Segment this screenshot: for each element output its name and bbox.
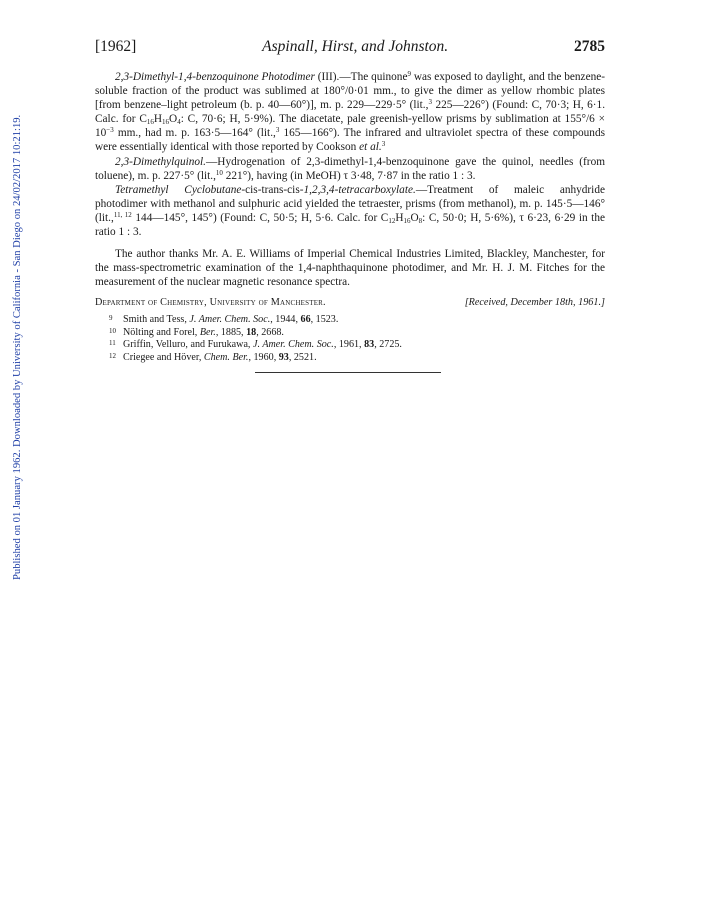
article-body <box>95 70 605 289</box>
header-authors: Aspinall, Hirst, and Johnston. <box>262 38 449 55</box>
journal-page <box>95 38 605 364</box>
header-page-number: 2785 <box>574 38 605 55</box>
publication-stamp: Published on 01 January 1962. Downloaded by University of California - San Diego on 24/02/2017 10:21:19. <box>12 114 23 580</box>
running-header <box>95 38 605 56</box>
reference-item: 10 Nölting and Forel, Ber., 1885, 18, 2668. <box>109 326 284 338</box>
reference-item: 12 Criegee and Höver, Chem. Ber., 1960, 93, 2521. <box>109 351 317 363</box>
reference-item: 11 Griffin, Velluro, and Furukawa, J. Amer. Chem. Soc., 1961, 83, 2725. <box>109 339 402 351</box>
paragraph-quinone-photodimer: 2,3-Dimethyl-1,4-benzoquinone Photodimer (III).—The quinone$^9$ was exposed to daylight, and the benzene-soluble fraction of the product was sublimed at 180°/0·01 mm., to give the dimer as yellow rhombic plates [from benzene–light petroleum (b. p. 40—60°)], m. p. 229—229·5° (lit.,$^3$ 225—226°) (Found: C, 70·3; H, 6·1. Calc. for $C_{16}H_{16}O_4$: C, 70·6; H, 5·9%). The diacetate, pale greenish-yellow prisms by sublimation at $155^\circ/6 \times 10^{-3}$ mm., had m. p. 163·5—164° (lit.,$^3$ 165—166°). The infrared and ultraviolet spectra of these compounds were essentially identical with those reported by Cookson et al.$^3$ <box>95 70 606 154</box>
received-date: [Received, December 18th, 1961.] <box>464 297 605 309</box>
section-title: 2,3-Dimethylquinol. <box>115 155 206 168</box>
acknowledgement: The author thanks Mr. A. E. Williams of Imperial Chemical Industries Limited, Blackley, Manchester, for the mass-spectrometric examination of the 1,4-naphthaquinone photodimer, and Mr. H. J. M. Fitches for the measurement of the nuclear magnetic resonance spectra. <box>95 248 605 289</box>
section-title: 2,3-Dimethyl-1,4-benzoquinone Photodimer <box>115 71 315 83</box>
paragraph-tetramethyl-cyclobutane: Tetramethyl Cyclobutane-cis-trans-cis-1,2,3,4-tetracarboxylate.—Treatment of maleic anhydride photodimer with methanol and sulphuric acid yielded the tetraester, prisms (from methanol), m. p. 145·5—146° (lit.,$^{11, 12}$ 144—145°, 145°) (Found: C, 50·5; H, 5·6. Calc. for $C_{12}H_{16}O_8$: C, 50·0; H, 5·6%), τ 6·23, 6·29 in the ratio 1 : 3. <box>95 183 605 239</box>
section-title: Tetramethyl Cyclobutane- <box>115 183 246 196</box>
side-stamp <box>4 100 23 580</box>
reference-item: 9 Smith and Tess, J. Amer. Chem. Soc., 1944, 66, 1523. <box>109 314 339 326</box>
paragraph-dimethylquinol: 2,3-Dimethylquinol.—Hydrogenation of 2,3-dimethyl-1,4-benzoquinone gave the quinol, needles (from toluene), m. p. 227·5° (lit.,$^{10}$ 221°), having (in MeOH) τ 3·48, 7·87 in the ratio 1 : 3. <box>95 155 605 182</box>
header-year: [1962] <box>95 38 137 55</box>
department: Department of Chemistry, University of Manchester. <box>95 297 326 309</box>
references-list <box>95 314 605 364</box>
end-rule <box>255 372 441 373</box>
affiliation-line <box>95 297 605 308</box>
